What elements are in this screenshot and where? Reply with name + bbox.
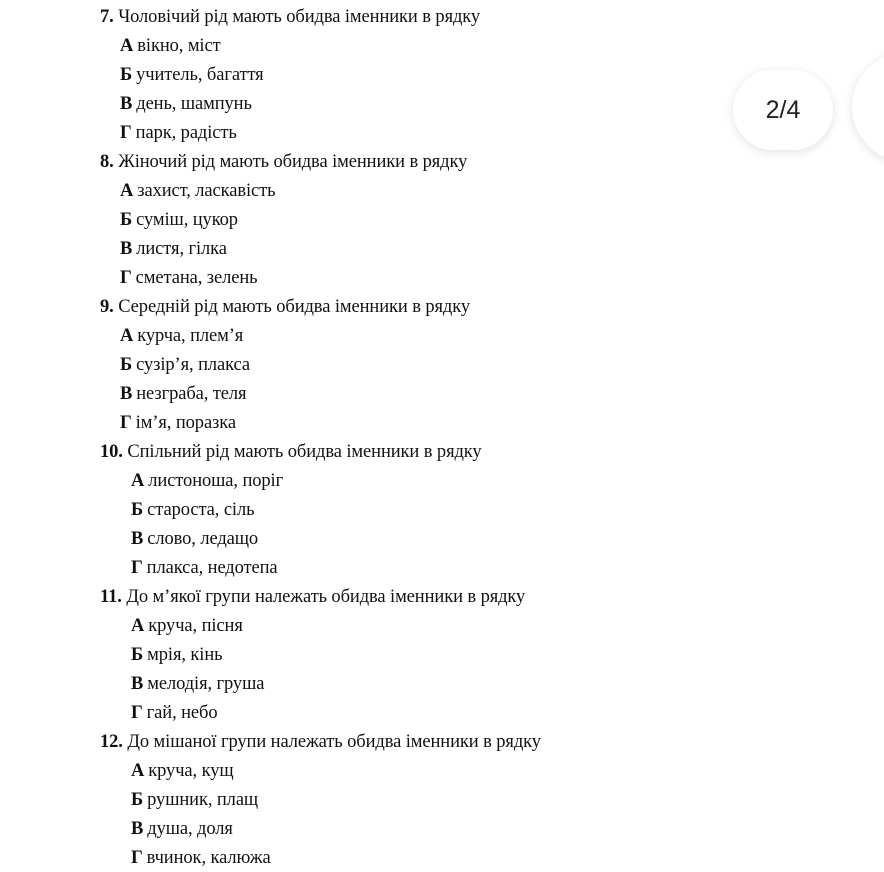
option-g xyxy=(131,702,218,724)
option-text: листоноша, поріг xyxy=(148,471,284,491)
page-indicator xyxy=(733,70,833,150)
option-letter: А xyxy=(120,181,134,201)
question-text: Спільний рід мають обидва іменники в рядку xyxy=(127,442,482,462)
option-letter: Г xyxy=(120,268,132,288)
option-g xyxy=(131,557,278,579)
option-g xyxy=(120,412,236,434)
option-text: мрія, кінь xyxy=(147,645,223,665)
option-text: староста, сіль xyxy=(147,500,255,520)
option-g xyxy=(131,847,271,869)
option-v xyxy=(131,528,258,550)
option-a xyxy=(120,180,275,202)
option-text: курча, плем’я xyxy=(137,326,244,346)
option-text: мелодія, груша xyxy=(147,674,265,694)
option-v xyxy=(120,238,227,260)
option-v xyxy=(120,93,252,115)
option-text: вчинок, калюжа xyxy=(146,848,271,868)
option-text: гай, небо xyxy=(146,703,218,723)
option-a xyxy=(131,615,243,637)
option-letter: Г xyxy=(120,413,132,433)
question-number: 11. xyxy=(100,587,122,607)
option-b xyxy=(120,354,250,376)
option-g xyxy=(120,122,237,144)
option-letter: Б xyxy=(131,645,144,665)
option-letter: В xyxy=(131,529,144,549)
option-letter: А xyxy=(120,326,134,346)
page-indicator-text: 2/4 xyxy=(765,95,801,124)
option-letter: Г xyxy=(120,123,132,143)
question-number: 12. xyxy=(100,732,123,752)
option-letter: Б xyxy=(131,790,144,810)
question-text: До мішаної групи належать обидва іменники в рядку xyxy=(127,732,541,752)
option-b xyxy=(120,209,238,231)
option-letter: Б xyxy=(120,355,133,375)
question-text: Середній рід мають обидва іменники в рядку xyxy=(118,297,471,317)
option-text: учитель, багаття xyxy=(136,65,264,85)
option-text: душа, доля xyxy=(147,819,233,839)
option-letter: В xyxy=(131,819,144,839)
option-letter: А xyxy=(131,616,145,636)
question-number: 8. xyxy=(100,152,114,172)
option-letter: Б xyxy=(120,210,133,230)
option-v xyxy=(131,673,264,695)
option-letter: Б xyxy=(120,65,133,85)
option-letter: Г xyxy=(131,558,143,578)
option-letter: А xyxy=(131,471,145,491)
question-8-title xyxy=(100,151,467,173)
question-text: Чоловічий рід мають обидва іменники в рядку xyxy=(118,7,481,27)
option-letter: А xyxy=(120,36,134,56)
option-a xyxy=(120,325,243,347)
option-letter: В xyxy=(120,239,133,259)
question-number: 9. xyxy=(100,297,114,317)
option-letter: В xyxy=(131,674,144,694)
option-letter: А xyxy=(131,761,145,781)
option-text: вікно, міст xyxy=(137,36,221,56)
question-text: Жіночий рід мають обидва іменники в рядку xyxy=(118,152,468,172)
question-9-title xyxy=(100,296,470,318)
option-letter: В xyxy=(120,384,133,404)
option-text: листя, гілка xyxy=(136,239,227,259)
question-12-title xyxy=(100,731,541,753)
question-text: До м’якої групи належать обидва іменники в рядку xyxy=(126,587,526,607)
option-text: ім’я, поразка xyxy=(135,413,236,433)
question-11-title xyxy=(100,586,525,608)
option-b xyxy=(120,64,264,86)
question-7-title xyxy=(100,6,480,28)
option-letter: Г xyxy=(131,848,143,868)
option-text: рушник, плащ xyxy=(147,790,259,810)
option-a xyxy=(131,760,234,782)
option-a xyxy=(131,470,283,492)
option-text: день, шампунь xyxy=(136,94,252,114)
question-10-title xyxy=(100,441,482,463)
option-b xyxy=(131,499,254,521)
option-text: слово, ледащо xyxy=(147,529,259,549)
option-text: захист, ласкавість xyxy=(137,181,276,201)
option-text: парк, радість xyxy=(135,123,237,143)
option-letter: Г xyxy=(131,703,143,723)
option-g xyxy=(120,267,257,289)
option-text: круча, пісня xyxy=(148,616,243,636)
option-v xyxy=(120,383,246,405)
option-v xyxy=(131,818,233,840)
option-a xyxy=(120,35,221,57)
question-number: 10. xyxy=(100,442,123,462)
question-number: 7. xyxy=(100,7,114,27)
option-text: сузір’я, плакса xyxy=(136,355,250,375)
option-letter: В xyxy=(120,94,133,114)
option-text: круча, кущ xyxy=(148,761,234,781)
option-b xyxy=(131,789,258,811)
option-text: суміш, цукор xyxy=(136,210,238,230)
option-text: плакса, недотепа xyxy=(146,558,278,578)
option-text: сметана, зелень xyxy=(135,268,258,288)
option-b xyxy=(131,644,222,666)
option-text: незграба, теля xyxy=(136,384,247,404)
option-letter: Б xyxy=(131,500,144,520)
